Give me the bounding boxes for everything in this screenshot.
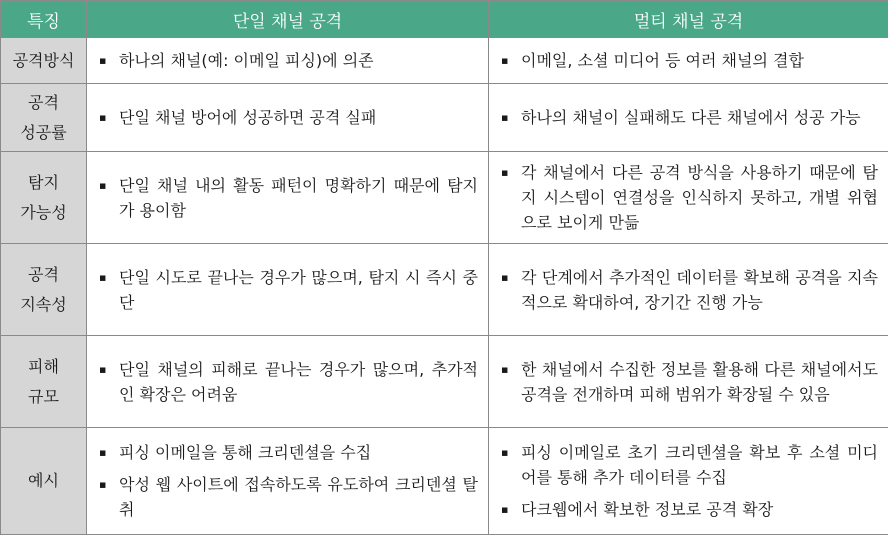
bullet-icon: ▪ <box>501 357 521 407</box>
bullet-item <box>501 357 878 407</box>
feature-label-line: 공격 <box>5 88 82 118</box>
bullet-item <box>99 48 478 73</box>
bullet-icon: ▪ <box>99 472 119 522</box>
bullet-text: 하나의 채널(예: 이메일 피싱)에 의존 <box>119 48 478 73</box>
bullet-icon: ▪ <box>99 48 119 73</box>
bullet-text: 이메일, 소셜 미디어 등 여러 채널의 결합 <box>521 48 878 73</box>
feature-label <box>1 84 87 152</box>
header-row <box>1 1 888 38</box>
bullet-text: 다크웹에서 확보한 정보로 공격 확장 <box>521 497 878 522</box>
bullet-item <box>99 472 478 522</box>
bullet-text: 피싱 이메일로 초기 크리덴셜을 확보 후 소셜 미디어를 통해 추가 데이터를 수집 <box>521 440 878 490</box>
bullet-icon: ▪ <box>99 357 119 407</box>
header-feature: 특징 <box>1 1 87 38</box>
feature-label-line: 탐지 <box>5 168 82 198</box>
multi-cell <box>489 152 888 244</box>
bullet-icon: ▪ <box>99 265 119 315</box>
bullet-item <box>501 265 878 315</box>
table-row <box>1 336 888 428</box>
feature-label <box>1 38 87 84</box>
feature-label <box>1 336 87 428</box>
header-single-channel: 단일 채널 공격 <box>87 1 489 38</box>
feature-label <box>1 428 87 535</box>
bullet-item <box>99 357 478 407</box>
feature-label <box>1 244 87 336</box>
bullet-item <box>501 440 878 490</box>
bullet-text: 단일 시도로 끝나는 경우가 많으며, 탐지 시 즉시 중단 <box>119 265 478 315</box>
bullet-item <box>99 440 478 465</box>
bullet-text: 단일 채널 방어에 성공하면 공격 실패 <box>119 105 478 130</box>
table-row <box>1 152 888 244</box>
bullet-text: 한 채널에서 수집한 정보를 활용해 다른 채널에서도 공격을 전개하며 피해 범위가 확장될 수 있음 <box>521 357 878 407</box>
table-row <box>1 428 888 535</box>
single-cell <box>87 336 489 428</box>
bullet-item <box>501 105 878 130</box>
bullet-icon: ▪ <box>99 173 119 223</box>
multi-cell <box>489 244 888 336</box>
feature-label-line: 공격 <box>5 260 82 290</box>
table-row <box>1 38 888 84</box>
single-cell <box>87 84 489 152</box>
bullet-text: 각 단계에서 추가적인 데이터를 확보해 공격을 지속적으로 확대하여, 장기간 진행 가능 <box>521 265 878 315</box>
bullet-icon: ▪ <box>501 440 521 490</box>
single-cell <box>87 244 489 336</box>
bullet-item <box>501 48 878 73</box>
feature-label <box>1 152 87 244</box>
feature-label-line: 지속성 <box>5 290 82 320</box>
bullet-icon: ▪ <box>501 160 521 235</box>
single-cell <box>87 428 489 535</box>
single-cell <box>87 38 489 84</box>
table-row <box>1 244 888 336</box>
feature-label-line: 예시 <box>5 466 82 496</box>
feature-label-line: 피해 <box>5 352 82 382</box>
bullet-icon: ▪ <box>99 440 119 465</box>
feature-label-line: 성공률 <box>5 118 82 148</box>
feature-label-line: 규모 <box>5 382 82 412</box>
multi-cell <box>489 336 888 428</box>
bullet-text: 단일 채널의 피해로 끝나는 경우가 많으며, 추가적인 확장은 어려움 <box>119 357 478 407</box>
bullet-text: 단일 채널 내의 활동 패턴이 명확하기 때문에 탐지가 용이함 <box>119 173 478 223</box>
bullet-item <box>501 160 878 235</box>
single-cell <box>87 152 489 244</box>
bullet-text: 하나의 채널이 실패해도 다른 채널에서 성공 가능 <box>521 105 878 130</box>
bullet-icon: ▪ <box>501 48 521 73</box>
bullet-text: 악성 웹 사이트에 접속하도록 유도하여 크리덴셜 탈취 <box>119 472 478 522</box>
feature-label-line: 가능성 <box>5 198 82 228</box>
multi-cell <box>489 84 888 152</box>
bullet-item <box>501 497 878 522</box>
bullet-item <box>99 105 478 130</box>
bullet-text: 피싱 이메일을 통해 크리덴셜을 수집 <box>119 440 478 465</box>
bullet-item <box>99 265 478 315</box>
bullet-item <box>99 173 478 223</box>
bullet-icon: ▪ <box>99 105 119 130</box>
bullet-icon: ▪ <box>501 105 521 130</box>
bullet-icon: ▪ <box>501 265 521 315</box>
table-row <box>1 84 888 152</box>
bullet-icon: ▪ <box>501 497 521 522</box>
header-multi-channel: 멀티 채널 공격 <box>489 1 888 38</box>
multi-cell <box>489 38 888 84</box>
feature-label-line: 공격방식 <box>5 46 82 76</box>
multi-cell <box>489 428 888 535</box>
bullet-text: 각 채널에서 다른 공격 방식을 사용하기 때문에 탐지 시스템이 연결성을 인식하지 못하고, 개별 위협으로 보이게 만듦 <box>521 160 878 235</box>
